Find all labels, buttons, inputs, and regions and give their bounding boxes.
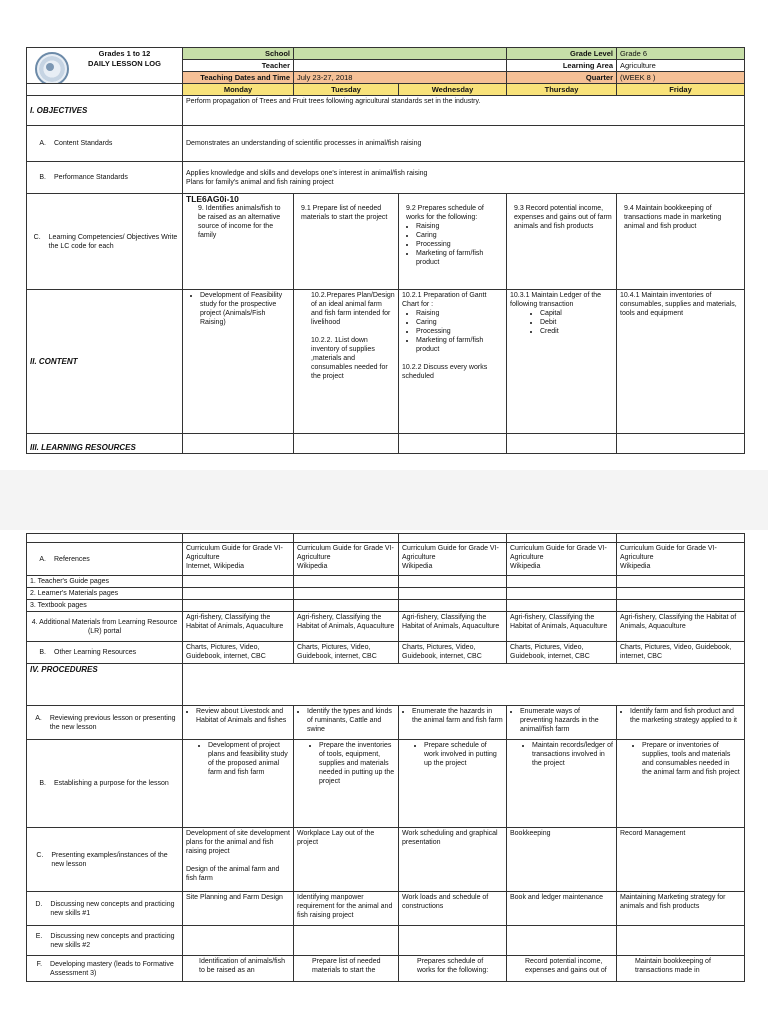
performance-standards-text xyxy=(183,162,745,194)
ref-line: Wikipedia xyxy=(510,563,541,570)
content-standards-label xyxy=(27,126,183,162)
objectives-section-label: I. OBJECTIVES xyxy=(27,96,183,126)
additional-materials-monday: Agri-fishery, Classifying the Habitat of Animals, Aquaculture xyxy=(183,612,294,642)
procedure-a-wednesday xyxy=(399,706,507,740)
table-cell xyxy=(294,588,399,600)
content-standards-text: Demonstrates an understanding of scientific processes in animal/fish raising xyxy=(183,126,745,162)
teacher-label: Teacher xyxy=(183,60,294,72)
table-cell xyxy=(183,926,294,956)
additional-materials-wednesday: Agri-fishery, Classifying the Habitat of Animals, Aquaculture xyxy=(399,612,507,642)
table-cell xyxy=(183,588,294,600)
competencies-thursday xyxy=(507,194,617,290)
objectives-text: Perform propagation of Trees and Fruit trees following agricultural standards set in the industry. xyxy=(183,96,745,126)
school-label: School xyxy=(183,48,294,60)
other-resources-label xyxy=(27,642,183,664)
header-logo-cell xyxy=(27,48,183,84)
resources-tuesday xyxy=(294,434,399,454)
procedure-d-friday: Maintaining Marketing strategy for animals and fish products xyxy=(617,892,745,926)
competency-code: TLE6AG0i-10 xyxy=(186,194,239,204)
resources-friday xyxy=(617,434,745,454)
content-thursday-list xyxy=(510,309,613,336)
procedure-e-label xyxy=(27,926,183,956)
additional-materials-thursday: Agri-fishery, Classifying the Habitat of Animals, Aquaculture xyxy=(507,612,617,642)
procedure-d-tuesday: Identifying manpower requirement for the animal and fish raising project xyxy=(294,892,399,926)
procedure-c-monday-1: Development of site development plans for the animal and fish raising project xyxy=(186,830,290,855)
procedure-a-letter: A. xyxy=(35,714,42,722)
procedure-d-label xyxy=(27,892,183,926)
list-item: • Prepare the inventories of tools, equipment, supplies and materials needed in putting up the project xyxy=(319,741,395,786)
other-resources-text-label: Other Learning Resources xyxy=(54,649,137,656)
table-cell xyxy=(399,576,507,588)
content-wednesday-p2: 10.2.2 Discuss every works scheduled xyxy=(402,364,488,380)
day-header-monday: Monday xyxy=(183,84,294,96)
competency-tuesday-text: 9.1 Prepare list of needed materials to start the project xyxy=(301,205,388,221)
performance-standards-label xyxy=(27,162,183,194)
list-item: • Processing xyxy=(416,327,503,336)
content-tuesday xyxy=(294,290,399,434)
ref-line: Wikipedia xyxy=(620,563,651,570)
grade-level-value[interactable]: Grade 6 xyxy=(617,48,745,60)
table-cell xyxy=(399,926,507,956)
list-item: • Prepare or inventories of supplies, tools and materials and consumables needed in the animal farm and fish project xyxy=(642,741,741,777)
content-wednesday-intro: 10.2.1 Preparation of Gantt Chart for : xyxy=(402,292,487,308)
list-item: • Raising xyxy=(416,309,503,318)
ref-line: Curriculum Guide for Grade VI-Agriculture xyxy=(402,545,499,561)
content-monday-list xyxy=(186,291,290,327)
ref-line: Wikipedia xyxy=(402,563,433,570)
procedure-f-monday: Identification of animals/fish to be raised as an xyxy=(183,956,294,982)
competencies-text-label: Learning Competencies/ Objectives Write the LC code for each xyxy=(48,233,178,250)
other-resources-tuesday: Charts, Pictures, Video, Guidebook, internet, CBC xyxy=(294,642,399,664)
procedure-f-tuesday: Prepare list of needed materials to start the xyxy=(294,956,399,982)
ref-line: Curriculum Guide for Grade VI-Agriculture xyxy=(510,545,607,561)
resources-thursday xyxy=(507,434,617,454)
procedure-d-letter: D. xyxy=(35,900,43,908)
list-item: • Development of Feasibility study for the prospective project (Animals/Fish Raising) xyxy=(200,291,290,327)
competency-thursday-text: 9.3 Record potential income, expenses and gains out of farm animals and fish products xyxy=(514,205,612,230)
additional-materials-label: 4. Additional Materials from Learning Resource (LR) portal xyxy=(27,612,183,642)
ref-line: Curriculum Guide for Grade VI-Agriculture xyxy=(620,545,717,561)
procedure-c-wednesday: Work scheduling and graphical presentation xyxy=(399,828,507,892)
table-cell xyxy=(507,926,617,956)
competencies-friday xyxy=(617,194,745,290)
table-cell xyxy=(294,926,399,956)
day-header-thursday: Thursday xyxy=(507,84,617,96)
list-item: • Processing xyxy=(416,240,503,249)
procedure-d-monday: Site Planning and Farm Design xyxy=(183,892,294,926)
table-cell xyxy=(507,588,617,600)
ref-line: Curriculum Guide for Grade VI-Agriculture xyxy=(297,545,394,561)
table-cell xyxy=(399,600,507,612)
table-cell xyxy=(294,534,399,543)
procedure-d-text-label: Discussing new concepts and practicing new skills #1 xyxy=(50,900,175,917)
procedure-c-monday-2: Design of the animal farm and fish farm xyxy=(186,866,280,882)
table-cell xyxy=(399,534,507,543)
table-cell xyxy=(183,600,294,612)
grades-label: Grades 1 to 12 xyxy=(98,49,151,58)
list-item: • Identify farm and fish product and the marketing strategy applied to it xyxy=(630,707,741,725)
content-tuesday-p2: 10.2.2. 1List down inventory of supplies ,materials and consumables needed for the project xyxy=(311,337,388,380)
other-resources-wednesday: Charts, Pictures, Video, Guidebook, internet, CBC xyxy=(399,642,507,664)
content-friday: 10.4.1 Maintain inventories of consumables, supplies and materials, tools and equipment xyxy=(617,290,745,434)
references-wednesday xyxy=(399,543,507,576)
competency-wednesday-list xyxy=(402,222,503,267)
page-1 xyxy=(0,0,768,470)
procedure-b-label xyxy=(27,740,183,828)
procedure-c-label xyxy=(27,828,183,892)
dll-table-page-1 xyxy=(26,47,745,454)
table-cell xyxy=(617,576,745,588)
content-section-label: II. CONTENT xyxy=(27,290,183,434)
procedure-f-thursday: Record potential income, expenses and gains out of xyxy=(507,956,617,982)
table-cell xyxy=(617,600,745,612)
references-letter: A. xyxy=(39,555,46,563)
list-item: • Prepare schedule of work involved in putting up the project xyxy=(424,741,503,768)
table-cell xyxy=(617,926,745,956)
list-item: • Maintain records/ledger of transactions involved in the project xyxy=(532,741,613,768)
competency-wednesday-intro: 9.2 Prepares schedule of works for the following: xyxy=(406,205,484,221)
list-item: • Marketing of farm/fish product xyxy=(416,336,503,354)
ref-line: Internet, Wikipedia xyxy=(186,563,244,570)
other-resources-thursday: Charts, Pictures, Video, Guidebook, internet, CBC xyxy=(507,642,617,664)
procedure-d-thursday: Book and ledger maintenance xyxy=(507,892,617,926)
resources-monday xyxy=(183,434,294,454)
teachers-guide-label: 1. Teacher's Guide pages xyxy=(27,576,183,588)
procedure-a-monday xyxy=(183,706,294,740)
list-item: • Caring xyxy=(416,318,503,327)
procedure-a-thursday xyxy=(507,706,617,740)
table-cell xyxy=(617,588,745,600)
list-item: • Enumerate the hazards in the animal farm and fish farm xyxy=(412,707,503,725)
competencies-monday xyxy=(183,194,294,290)
procedure-b-wednesday xyxy=(399,740,507,828)
day-header-wednesday: Wednesday xyxy=(399,84,507,96)
content-thursday-intro: 10.3.1 Maintain Ledger of the following transaction xyxy=(510,292,602,308)
references-label xyxy=(27,543,183,576)
procedure-a-tuesday xyxy=(294,706,399,740)
procedure-f-label xyxy=(27,956,183,982)
teaching-dates-label: Teaching Dates and Time xyxy=(183,72,294,84)
table-cell xyxy=(183,576,294,588)
textbook-label: 3. Textbook pages xyxy=(27,600,183,612)
other-resources-letter: B. xyxy=(39,649,46,656)
page-gap xyxy=(0,470,768,530)
procedure-b-friday xyxy=(617,740,745,828)
teacher-value[interactable] xyxy=(294,60,507,72)
performance-standards-line-1: Applies knowledge and skills and develops one's interest in animal/fish raising xyxy=(186,169,428,177)
procedure-a-text-label: Reviewing previous lesson or presenting the new lesson xyxy=(49,714,176,731)
list-item: • Debit xyxy=(540,318,613,327)
procedure-c-monday xyxy=(183,828,294,892)
table-cell xyxy=(399,588,507,600)
references-friday xyxy=(617,543,745,576)
procedures-section-label: IV. PROCEDURES xyxy=(27,664,183,706)
quarter-value[interactable]: (WEEK 8 ) xyxy=(617,72,745,84)
table-cell xyxy=(294,576,399,588)
competency-friday-text: 9.4 Maintain bookkeeping of transactions made in marketing animal and fish product xyxy=(624,205,722,230)
content-tuesday-p1: 10.2.Prepares Plan/Design of an ideal animal farm and fish farm intended for livelihood xyxy=(311,292,395,326)
deped-seal-icon xyxy=(35,52,69,84)
procedure-b-tuesday xyxy=(294,740,399,828)
references-monday xyxy=(183,543,294,576)
other-resources-monday: Charts, Pictures, Video, Guidebook, internet, CBC xyxy=(183,642,294,664)
procedure-b-monday xyxy=(183,740,294,828)
procedure-e-text-label: Discussing new concepts and practicing new skills #2 xyxy=(50,932,175,949)
content-wednesday-list xyxy=(402,309,503,354)
procedure-e-letter: E. xyxy=(35,932,43,940)
content-monday xyxy=(183,290,294,434)
procedure-a-label xyxy=(27,706,183,740)
procedure-d-wednesday: Work loads and schedule of constructions xyxy=(399,892,507,926)
resources-wednesday xyxy=(399,434,507,454)
ref-line: Curriculum Guide for Grade VI-Agriculture xyxy=(186,545,283,561)
procedures-header-cell xyxy=(183,664,745,706)
table-cell xyxy=(294,600,399,612)
day-header-tuesday: Tuesday xyxy=(294,84,399,96)
list-item: • Identify the types and kinds of ruminants, Cattle and swine xyxy=(307,707,395,734)
quarter-label: Quarter xyxy=(507,72,617,84)
procedure-c-letter: C. xyxy=(36,851,44,859)
page-2 xyxy=(0,530,768,1024)
learners-materials-label: 2. Learner's Materials pages xyxy=(27,588,183,600)
procedure-a-friday xyxy=(617,706,745,740)
additional-materials-friday: Agri-fishery, Classifying the Habitat of Animals, Aquaculture xyxy=(617,612,745,642)
procedure-c-friday: Record Management xyxy=(617,828,745,892)
procedure-f-text-label: Developing mastery (leads to Formative Assessment 3) xyxy=(50,960,174,977)
procedure-b-letter: B. xyxy=(39,780,46,787)
competencies-label xyxy=(27,194,183,290)
competencies-tuesday xyxy=(294,194,399,290)
references-thursday xyxy=(507,543,617,576)
list-item: • Caring xyxy=(416,231,503,240)
table-cell xyxy=(183,534,294,543)
procedure-f-letter: F. xyxy=(36,960,43,968)
day-header-blank xyxy=(27,84,183,96)
list-item: • Enumerate ways of preventing hazards in the animal/fish farm xyxy=(520,707,613,734)
list-item: • Raising xyxy=(416,222,503,231)
procedure-b-thursday xyxy=(507,740,617,828)
procedure-c-tuesday: Workplace Lay out of the project xyxy=(294,828,399,892)
table-cell xyxy=(617,534,745,543)
dll-table-page-2 xyxy=(26,533,745,982)
competencies-wednesday xyxy=(399,194,507,290)
procedure-c-thursday: Bookkeeping xyxy=(507,828,617,892)
other-resources-friday: Charts, Pictures, Video, Guidebook, internet, CBC xyxy=(617,642,745,664)
teaching-dates-value[interactable]: July 23-27, 2018 xyxy=(294,72,507,84)
ref-line: Wikipedia xyxy=(297,563,328,570)
content-standards-text-label: Content Standards xyxy=(54,140,113,147)
procedure-f-wednesday: Prepares schedule of works for the following: xyxy=(399,956,507,982)
daily-lesson-log-title: DAILY LESSON LOG xyxy=(88,59,161,68)
table-cell xyxy=(507,534,617,543)
performance-standards-line-2: Plans for family's animal and fish raining project xyxy=(186,178,334,186)
references-tuesday xyxy=(294,543,399,576)
competency-monday-text: 9. Identifies animals/fish to be raised as an alternative source of income for the family xyxy=(198,205,281,239)
learning-area-value[interactable]: Agriculture xyxy=(617,60,745,72)
table-cell xyxy=(507,600,617,612)
list-item: • Marketing of farm/fish product xyxy=(416,249,503,267)
content-thursday xyxy=(507,290,617,434)
learning-area-label: Learning Area xyxy=(507,60,617,72)
list-item: • Capital xyxy=(540,309,613,318)
performance-standards-text-label: Performance Standards xyxy=(54,174,128,181)
references-text-label: References xyxy=(54,555,90,563)
procedure-f-friday: Maintain bookkeeping of transactions made in xyxy=(617,956,745,982)
list-item: • Review about Livestock and Habitat of Animals and fishes xyxy=(196,707,290,725)
additional-materials-tuesday: Agri-fishery, Classifying the Habitat of Animals, Aquaculture xyxy=(294,612,399,642)
day-header-friday: Friday xyxy=(617,84,745,96)
procedure-c-text-label: Presenting examples/instances of the new lesson xyxy=(51,851,168,868)
content-standards-letter: A. xyxy=(39,140,46,147)
list-item: • Development of project plans and feasibility study of the proposed animal farm and fish farm xyxy=(208,741,290,777)
school-value[interactable] xyxy=(294,48,507,60)
procedure-b-text-label: Establishing a purpose for the lesson xyxy=(54,780,169,787)
learning-resources-section-label: III. LEARNING RESOURCES xyxy=(27,434,183,454)
table-cell xyxy=(27,534,183,543)
performance-standards-letter: B. xyxy=(39,174,46,181)
competencies-letter: C. xyxy=(33,233,41,241)
list-item: • Credit xyxy=(540,327,613,336)
table-cell xyxy=(507,576,617,588)
grade-level-label: Grade Level xyxy=(507,48,617,60)
content-wednesday xyxy=(399,290,507,434)
